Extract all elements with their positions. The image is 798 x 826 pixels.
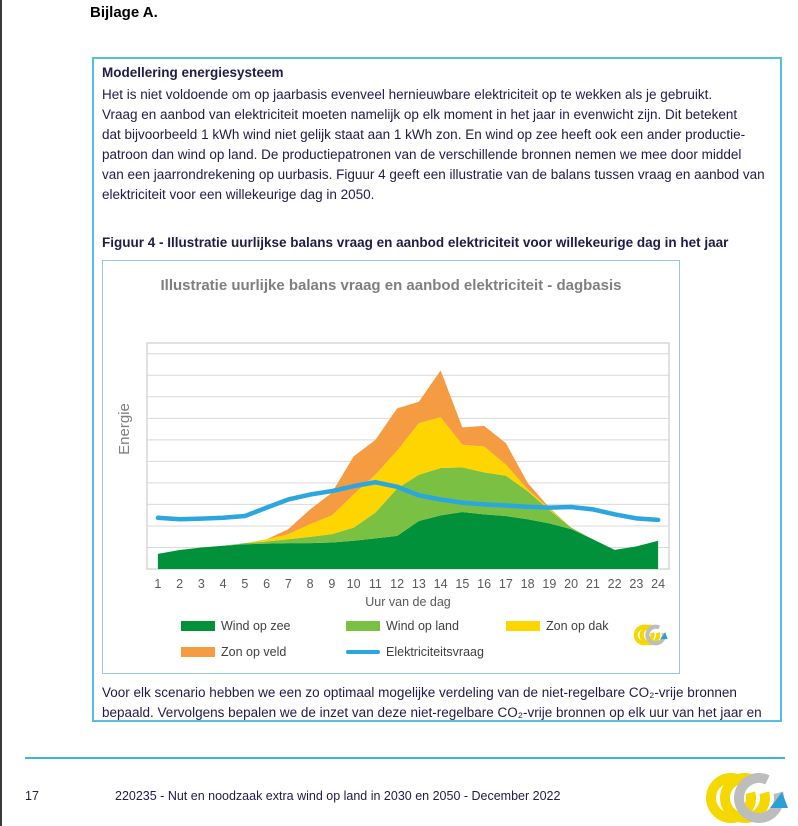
svg-text:6: 6 xyxy=(263,577,271,591)
svg-text:19: 19 xyxy=(542,577,557,591)
legend-swatch-zon-op-dak xyxy=(506,621,540,631)
paragraph-line: patroon dan wind op land. De productiepatronen van de verschillende bronnen nemen we mee door middel xyxy=(102,147,742,162)
legend-label: Wind op zee xyxy=(221,619,291,633)
ce-delft-logo-icon xyxy=(633,623,671,647)
chart-title xyxy=(103,275,679,296)
chart-title-text: Illustratie uurlijke balans vraag en aanbod elektriciteit - dagbasis xyxy=(160,277,622,294)
legend-label: Zon op veld xyxy=(221,645,287,659)
paragraph-line: bepaald. Vervolgens bepalen we de inzet van deze niet-regelbare CO₂-vrije bronnen op elk uur van het jaar en xyxy=(102,705,762,720)
footer-page-number: 17 xyxy=(25,789,39,803)
svg-text:16: 16 xyxy=(477,577,492,591)
svg-text:7: 7 xyxy=(284,577,292,591)
legend-swatch-wind-op-zee xyxy=(181,621,215,631)
legend-swatch-wind-op-land xyxy=(346,621,380,631)
paragraph-modelling xyxy=(102,85,770,205)
legend-item-zon-op-dak xyxy=(506,619,609,633)
svg-text:10: 10 xyxy=(346,577,361,591)
legend-label: Wind op land xyxy=(386,619,459,633)
svg-text:11: 11 xyxy=(368,577,382,591)
infobox-heading: Modellering energiesysteem xyxy=(102,65,284,80)
paragraph-scenario xyxy=(102,683,770,723)
legend-item-zon-op-veld xyxy=(181,645,286,659)
svg-text:18: 18 xyxy=(520,577,535,591)
legend-item-elektriciteitsvraag xyxy=(346,645,484,659)
modelling-infobox xyxy=(92,57,782,722)
svg-text:5: 5 xyxy=(241,577,249,591)
svg-text:22: 22 xyxy=(607,577,622,591)
legend-label: Elektriciteitsvraag xyxy=(386,645,484,659)
paragraph-line: elektriciteit voor een willekeurige dag in 2050. xyxy=(102,187,375,202)
svg-text:20: 20 xyxy=(564,577,579,591)
svg-text:13: 13 xyxy=(411,577,426,591)
svg-text:23: 23 xyxy=(629,577,644,591)
svg-text:17: 17 xyxy=(498,577,513,591)
svg-text:9: 9 xyxy=(328,577,336,591)
legend-item-wind-op-zee xyxy=(181,619,290,633)
y-axis-label: Energie xyxy=(116,403,133,455)
figure-4-chart xyxy=(102,260,680,674)
paragraph-line: van een jaarrondrekening op uurbasis. Figuur 4 geeft een illustratie van de balans tussen vraag en aanbod van xyxy=(102,167,765,182)
footer-divider-line xyxy=(25,757,785,759)
figure-caption: Figuur 4 - Illustratie uurlijkse balans vraag en aanbod elektriciteit voor willekeurige dag in het jaar xyxy=(102,235,729,250)
svg-text:12: 12 xyxy=(390,577,405,591)
svg-text:2: 2 xyxy=(176,577,184,591)
footer-report-title: 220235 - Nut en noodzaak extra wind op land in 2030 en 2050 - December 2022 xyxy=(115,789,561,803)
legend-item-wind-op-land xyxy=(346,619,459,633)
svg-text:14: 14 xyxy=(433,577,448,591)
ce-delft-logo xyxy=(704,770,796,826)
legend-swatch-elektriciteitsvraag xyxy=(346,650,380,654)
legend-label: Zon op dak xyxy=(546,619,609,633)
page-edge-line xyxy=(0,0,2,826)
paragraph-line: dat bijvoorbeeld 1 kWh wind niet gelijk staat aan 1 kWh zon. En wind op zee heeft ook een ander productie- xyxy=(102,127,746,142)
svg-text:21: 21 xyxy=(585,577,600,591)
svg-text:1: 1 xyxy=(154,577,162,591)
legend-swatch-zon-op-veld xyxy=(181,647,215,657)
x-axis-label: Uur van de dag xyxy=(365,595,451,609)
svg-text:3: 3 xyxy=(197,577,205,591)
paragraph-line: Het is niet voldoende om op jaarbasis evenveel hernieuwbare elektriciteit op te wekken als je gebruikt. xyxy=(102,87,713,102)
paragraph-line: Voor elk scenario hebben we een zo optimaal mogelijke verdeling van de niet-regelbare CO₂-vrije bronnen xyxy=(102,685,737,700)
svg-text:24: 24 xyxy=(651,577,666,591)
svg-text:4: 4 xyxy=(219,577,227,591)
svg-text:15: 15 xyxy=(455,577,470,591)
svg-text:8: 8 xyxy=(306,577,314,591)
paragraph-line: Vraag en aanbod van elektriciteit moeten namelijk op elk moment in het jaar in evenwicht zijn. Dit betekent xyxy=(102,107,738,122)
chart-plot-area xyxy=(103,337,679,601)
page-title: Bijlage A. xyxy=(90,4,158,21)
